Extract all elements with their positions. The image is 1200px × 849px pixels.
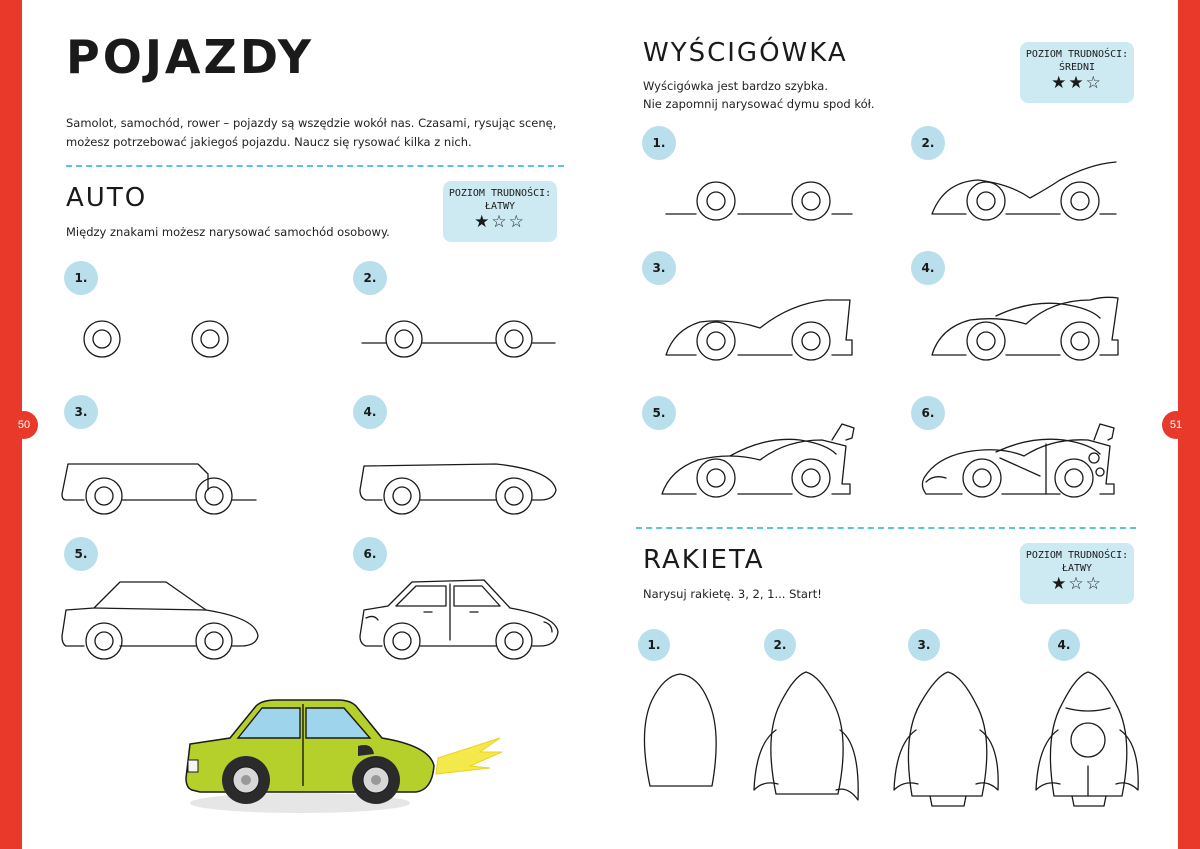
- race-car-step-1-drawing: [666, 182, 852, 220]
- page-number-right: 51: [1162, 411, 1190, 439]
- rocket-step-4-drawing: [1036, 672, 1138, 806]
- rocket-step-1: 1.: [638, 629, 670, 661]
- intro-line-1: Samolot, samochód, rower – pojazdy są wszędzie wokół nas. Czasami, rysując scenę,: [66, 116, 557, 130]
- difficulty-level: ŁATWY: [484, 201, 516, 212]
- difficulty-stars: ★☆☆: [474, 212, 526, 232]
- intro-line-2: możesz potrzebować jakiegoś pojazdu. Naucz się rysować kilka z nich.: [66, 135, 472, 149]
- auto-step-2: 2.: [353, 261, 387, 295]
- race-car-step-6: 6.: [911, 396, 945, 430]
- difficulty-level: ŁATWY: [1061, 563, 1093, 574]
- auto-step-4: 4.: [353, 395, 387, 429]
- rocket-step-2-drawing: [754, 672, 858, 800]
- race-car-step-4-drawing: [932, 297, 1118, 360]
- rocket-step-1-drawing: [644, 674, 716, 786]
- auto-step-5: 5.: [64, 537, 98, 571]
- difficulty-stars: ★☆☆: [1051, 574, 1103, 594]
- difficulty-label: POZIOM TRUDNOŚCI:: [448, 188, 552, 199]
- auto-description: Między znakami możesz narysować samochód osobowy.: [66, 225, 390, 239]
- auto-title: AUTO: [66, 183, 148, 213]
- page-title: POJAZDY: [66, 30, 315, 84]
- race-car-step-5: 5.: [642, 396, 676, 430]
- difficulty-label: POZIOM TRUDNOŚCI:: [1025, 49, 1129, 60]
- race-car-description-1: Wyścigówka jest bardzo szybka.: [643, 79, 829, 93]
- rocket-step-4: 4.: [1048, 629, 1080, 661]
- race-car-description-2: Nie zapomnij narysować dymu spod kół.: [643, 97, 875, 111]
- race-car-step-4: 4.: [911, 251, 945, 285]
- difficulty-stars: ★★☆: [1051, 73, 1103, 93]
- race-car-step-2-drawing: [932, 162, 1116, 220]
- rocket-step-2: 2.: [764, 629, 796, 661]
- race-car-step-2: 2.: [911, 126, 945, 160]
- rocket-step-3: 3.: [908, 629, 940, 661]
- race-car-step-6-drawing: [922, 424, 1114, 497]
- race-car-step-3-drawing: [666, 300, 852, 360]
- rocket-description: Narysuj rakietę. 3, 2, 1... Start!: [643, 587, 822, 601]
- auto-step-3: 3.: [64, 395, 98, 429]
- race-car-step-1: 1.: [642, 126, 676, 160]
- auto-step-6: 6.: [353, 537, 387, 571]
- difficulty-label: POZIOM TRUDNOŚCI:: [1025, 550, 1129, 561]
- race-car-step-5-drawing: [662, 424, 854, 497]
- rocket-step-3-drawing: [894, 672, 998, 806]
- race-car-title: WYŚCIGÓWKA: [643, 38, 848, 68]
- difficulty-level: ŚREDNI: [1058, 62, 1096, 73]
- auto-step-1: 1.: [64, 261, 98, 295]
- race-car-step-3: 3.: [642, 251, 676, 285]
- rocket-title: RAKIETA: [643, 545, 765, 575]
- page-number-left: 50: [10, 411, 38, 439]
